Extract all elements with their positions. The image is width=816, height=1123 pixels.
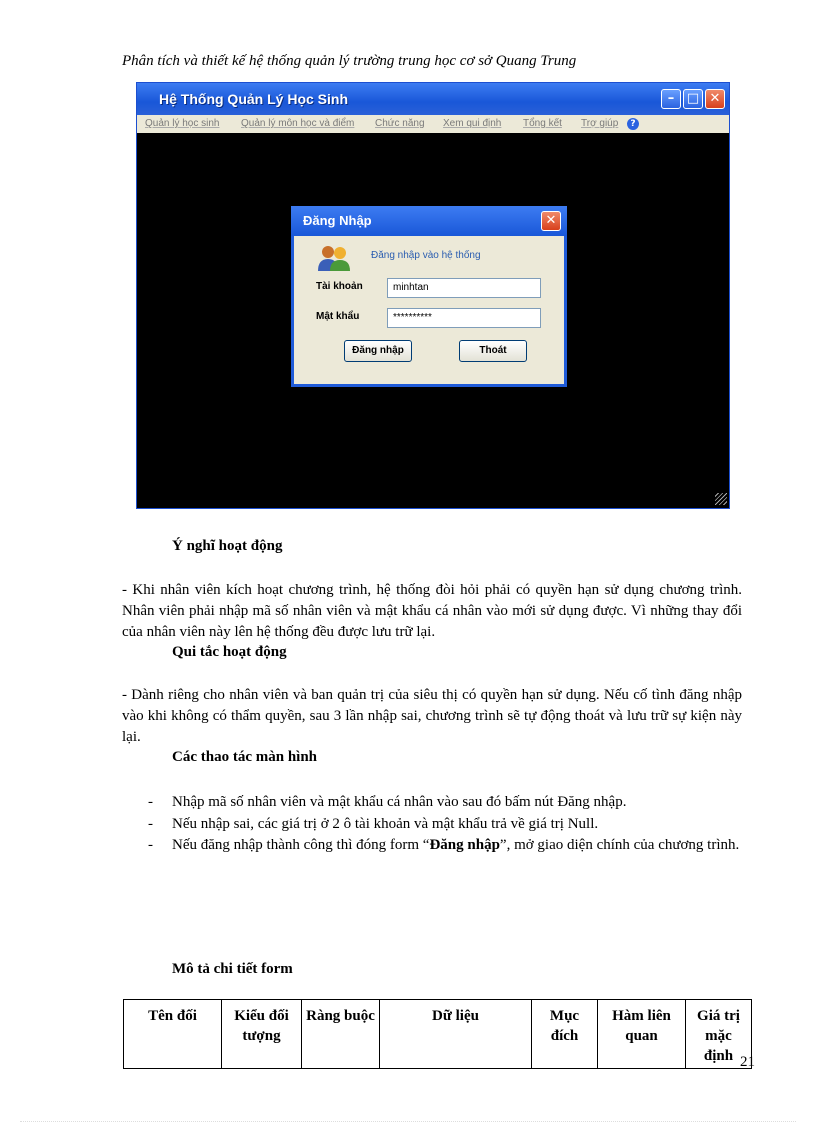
dialog-subtitle: Đăng nhập vào hệ thống	[371, 250, 481, 261]
page-header: Phân tích và thiết kế hệ thống quản lý trường trung học cơ sở Quang Trung	[122, 53, 577, 69]
form-detail-table	[123, 999, 752, 1069]
app-window-screenshot	[136, 82, 730, 509]
help-icon[interactable]: ?	[627, 118, 639, 130]
table-header-cell: Ràng buộc	[302, 1000, 380, 1069]
dialog-close-button[interactable]	[541, 211, 561, 231]
menu-item-students[interactable]: Quản lý học sinh	[145, 118, 220, 129]
users-icon	[316, 244, 352, 272]
password-input[interactable]: **********	[387, 308, 541, 328]
window-title-bar	[137, 83, 729, 115]
table-header-cell: Hàm liên quan	[598, 1000, 686, 1069]
table-header-cell: Giá trị mặc định	[686, 1000, 752, 1069]
menu-item-regulations[interactable]: Xem qui định	[443, 118, 502, 129]
close-icon: ✕	[709, 91, 721, 106]
username-input[interactable]: minhtan	[387, 278, 541, 298]
table-header-cell: Dữ liệu	[380, 1000, 532, 1069]
menu-item-functions[interactable]: Chức năng	[375, 118, 425, 129]
table-header-cell: Tên đối	[124, 1000, 222, 1069]
resize-grip[interactable]	[715, 493, 727, 505]
meaning-paragraph: - Khi nhân viên kích hoạt chương trình, hệ thống đòi hỏi phải có quyền hạn sử dụng chương trình. Nhân viên phải nhập mã số nhân viên và mật khẩu cá nhân vào mới sử dụng được. Vì những thay đổi của nhân viên này lên hệ thống đều được lưu trữ lại.	[122, 582, 742, 640]
login-dialog	[291, 206, 567, 387]
rules-paragraph: - Dành riêng cho nhân viên và ban quản trị của siêu thị có quyền hạn sử dụng. Nếu cố tình đăng nhập vào khi không có thẩm quyền, sau 3 lần nhập sai, chương trình sẽ tự động thoát và lưu trữ sự kiện này lại.	[122, 687, 742, 745]
table-header-row	[124, 1000, 752, 1069]
rules-heading: Qui tắc hoạt động	[172, 644, 287, 660]
page-bottom-divider	[20, 1121, 796, 1122]
maximize-icon: □	[686, 91, 700, 106]
dialog-title: Đăng Nhập	[303, 213, 372, 228]
table-header-cell: Kiểu đối tượng	[222, 1000, 302, 1069]
table-header-cell: Mục đích	[532, 1000, 598, 1069]
close-icon: ✕	[545, 213, 557, 228]
exit-button[interactable]: Thoát	[459, 340, 527, 362]
close-button[interactable]	[705, 89, 725, 109]
login-button[interactable]: Đăng nhập	[344, 340, 412, 362]
menu-item-subjects-scores[interactable]: Quản lý môn học và điểm	[241, 118, 355, 129]
minimize-button[interactable]	[661, 89, 681, 109]
menu-item-help[interactable]: Trợ giúp	[581, 118, 619, 129]
dialog-title-bar	[291, 206, 567, 236]
form-name-bold: Đăng nhập	[429, 837, 500, 853]
password-label: Mật khẩu	[316, 311, 360, 322]
meaning-heading: Ý nghĩ hoạt động	[172, 538, 283, 554]
maximize-button[interactable]	[683, 89, 703, 109]
menu-bar	[137, 115, 729, 133]
username-label: Tài khoản	[316, 281, 363, 292]
form-detail-heading: Mô tả chi tiết form	[172, 961, 293, 977]
window-title: Hệ Thống Quản Lý Học Sinh	[159, 91, 348, 107]
page-number: 21	[740, 1054, 755, 1070]
operations-heading: Các thao tác màn hình	[172, 749, 318, 765]
menu-item-summary[interactable]: Tổng kết	[523, 118, 562, 129]
minimize-icon: –	[667, 91, 675, 106]
